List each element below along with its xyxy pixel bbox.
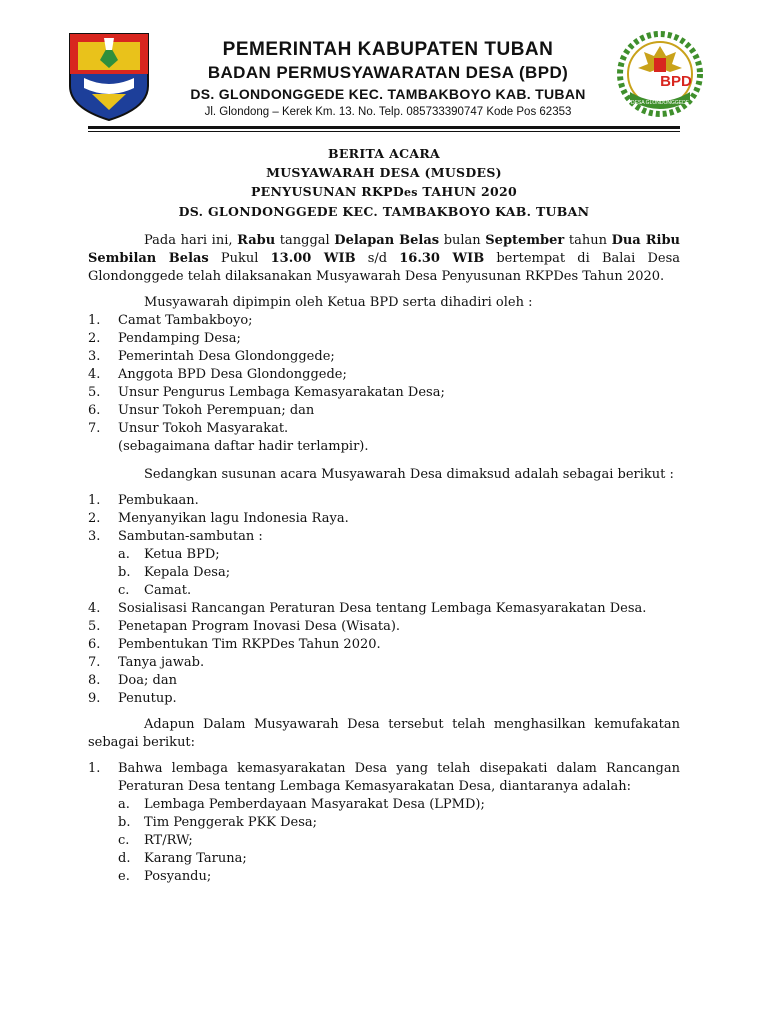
meeting-end-time: 16.30 WIB: [399, 251, 485, 266]
title-line-3-c: TAHUN 2020: [417, 184, 518, 199]
letterhead-village: DS. GLONDONGGEDE KEC. TAMBAKBOYO KAB. TUBAN: [190, 86, 586, 102]
results-list: [88, 760, 680, 886]
list-item: 2. Pendamping Desa;: [88, 331, 241, 346]
sub-list-item: c. RT/RW;: [118, 833, 193, 848]
title-line-1: BERITA ACARA: [327, 146, 441, 161]
sub-list-item: b. Kepala Desa;: [118, 565, 231, 580]
agenda-list: [88, 492, 680, 708]
sub-list-item: c. Camat.: [118, 583, 192, 598]
letterhead-divider-thin: [88, 131, 680, 132]
tuban-regency-emblem-icon: [64, 30, 154, 122]
list-item: 3. Pemerintah Desa Glondonggede;: [88, 349, 335, 364]
list-item: 2. Menyanyikan lagu Indonesia Raya.: [88, 511, 349, 526]
agenda-intro: Sedangkan susunan acara Musyawarah Desa dimaksud adalah sebagai berikut :: [144, 467, 674, 482]
opening-text-2: tanggal: [275, 233, 335, 248]
list-item: 7. Tanya jawab.: [88, 655, 205, 670]
sub-list: [118, 796, 680, 886]
meeting-date: Delapan Belas: [334, 233, 440, 248]
attendees-note: (sebagaimana daftar hadir terlampir).: [118, 439, 369, 454]
letterhead-government: PEMERINTAH KABUPATEN TUBAN: [222, 39, 554, 60]
sub-list-item: d. Karang Taruna;: [118, 851, 247, 866]
sub-list-item: a. Lembaga Pemberdayaan Masyarakat Desa (LPMD);: [118, 797, 485, 812]
opening-text-6: s/d: [355, 251, 400, 266]
list-item: 5. Penetapan Program Inovasi Desa (Wisata).: [88, 619, 401, 634]
bpd-logo-ribbon: DESA GLONDONGGEDE: [630, 100, 690, 106]
opening-text-5: Pukul: [208, 251, 271, 266]
sub-list-item: a. Ketua BPD;: [118, 547, 220, 562]
letterhead-text: [150, 38, 626, 120]
list-item: 1. Pembukaan.: [88, 493, 199, 508]
title-line-4: DS. GLONDONGGEDE KEC. TAMBAKBOYO KAB. TUBAN: [178, 204, 590, 219]
list-item: 6. Pembentukan Tim RKPDes Tahun 2020.: [88, 637, 381, 652]
list-item: 9. Penutup.: [88, 691, 177, 706]
title-line-2: MUSYAWARAH DESA (MUSDES): [266, 165, 502, 180]
meeting-start-time: 13.00 WIB: [270, 251, 356, 266]
letterhead-divider-thick: [88, 126, 680, 129]
bpd-logo-icon: [614, 30, 706, 120]
letterhead-agency: BADAN PERMUSYAWARATAN DESA (BPD): [207, 63, 569, 82]
meeting-year: Dua Ribu Sembilan Belas: [88, 233, 681, 266]
sub-list-item: b. Tim Penggerak PKK Desa;: [118, 815, 318, 830]
list-item: 7. Unsur Tokoh Masyarakat.: [88, 421, 289, 436]
opening-text-7: bertempat di Balai Desa Glondonggede telah dilaksanakan Musyawarah Desa Penyusunan RKPDes Tahun 2020.: [88, 251, 681, 284]
opening-text-4: tahun: [564, 233, 612, 248]
list-item: 1. Bahwa lembaga kemasyarakatan Desa yang telah disepakati dalam Rancangan Peraturan Desa tentang Lembaga Kemasyarakatan Desa, diantaranya adalah: a. Lembaga Pemberdayaan Masyarakat Desa (LPMD); b. Tim Penggerak PKK Desa; c. RT/RW; d. Karang Taruna; e. Posyandu;: [88, 761, 680, 884]
letterhead-address: Jl. Glondong – Kerek Km. 13. No. Telp. 085733390747 Kode Pos 62353: [204, 106, 572, 118]
title-line-3-b: es: [403, 186, 418, 199]
bpd-logo-text: BPD: [660, 73, 692, 90]
letterhead: [0, 0, 768, 130]
results-intro: Adapun Dalam Musyawarah Desa tersebut telah menghasilkan kemufakatan sebagai berikut:: [88, 717, 680, 750]
opening-paragraph: [88, 232, 680, 286]
list-item: 4. Anggota BPD Desa Glondonggede;: [88, 367, 347, 382]
meeting-month: September: [485, 233, 565, 248]
list-item: 6. Unsur Tokoh Perempuan; dan: [88, 403, 315, 418]
title-line-3: [88, 182, 680, 202]
opening-text-3: bulan: [439, 233, 486, 248]
meeting-day: Rabu: [237, 233, 276, 248]
attendees-list: [88, 312, 680, 438]
attendees-intro: Musyawarah dipimpin oleh Ketua BPD serta dihadiri oleh :: [144, 295, 533, 310]
opening-text-1: Pada hari ini,: [144, 233, 238, 248]
sub-list: [118, 546, 680, 600]
spacer: [88, 708, 680, 716]
document-title: [88, 144, 680, 221]
list-item: 5. Unsur Pengurus Lembaga Kemasyarakatan Desa;: [88, 385, 445, 400]
list-item: 1. Camat Tambakboyo;: [88, 313, 253, 328]
list-item: 3. Sambutan-sambutan : a. Ketua BPD; b. Kepala Desa; c. Camat.: [88, 528, 680, 600]
list-item: 4. Sosialisasi Rancangan Peraturan Desa tentang Lembaga Kemasyarakatan Desa.: [88, 601, 647, 616]
list-item: 8. Doa; dan: [88, 673, 177, 688]
sub-list-item: e. Posyandu;: [118, 869, 212, 884]
document-body: [88, 232, 680, 886]
title-line-3-a: PENYUSUNAN RKPD: [250, 184, 404, 199]
